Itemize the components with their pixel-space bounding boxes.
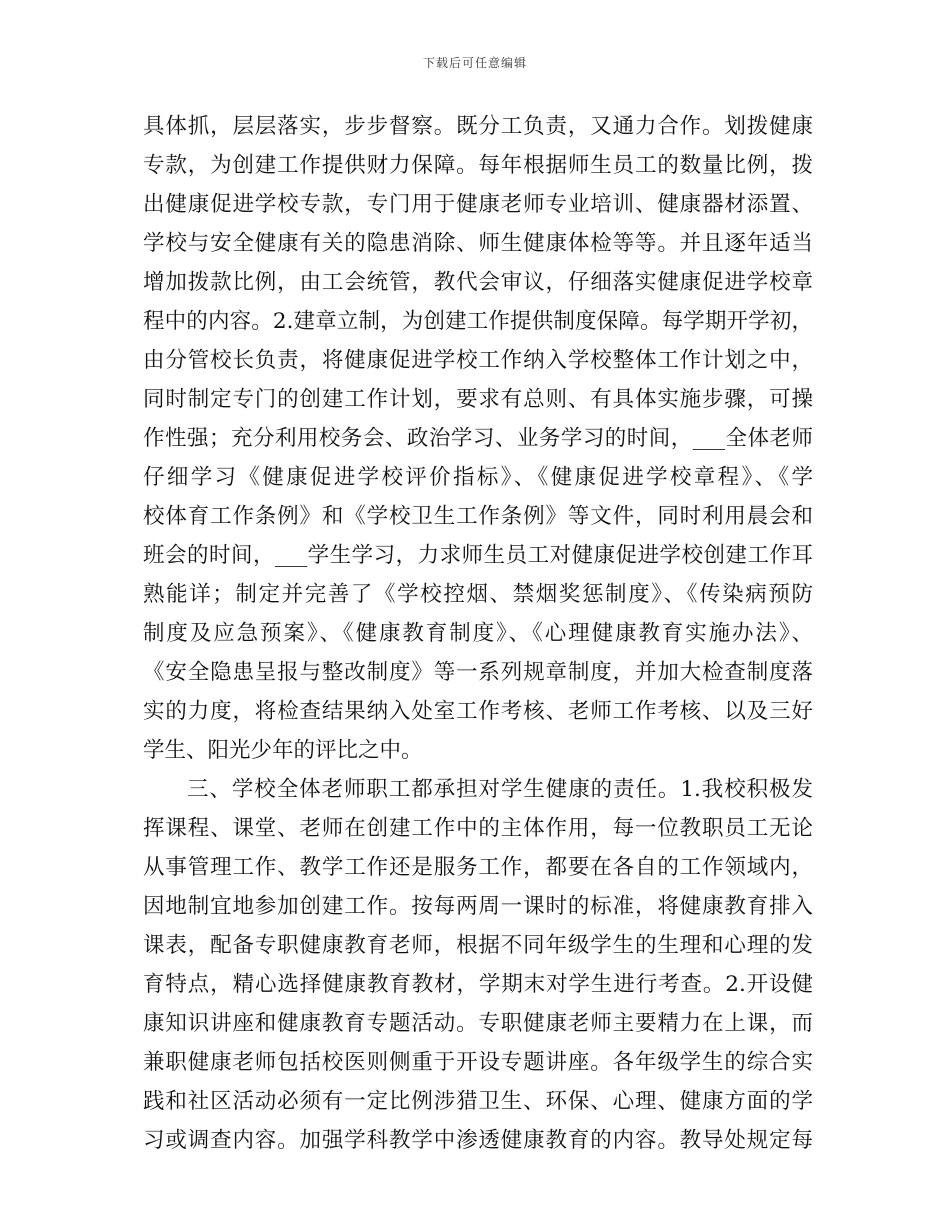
text-line: 仔细学习《健康促进学校评价指标》、《健康促进学校章程》、《学 xyxy=(143,465,813,490)
text-line: 作性强；充分利用校务会、政治学习、业务学习的时间，___全体老师 xyxy=(143,426,813,451)
text-line: 从事管理工作、教学工作还是服务工作，都要在各自的工作领域内， xyxy=(143,855,813,880)
text-line: 课表，配备专职健康教育老师，根据不同年级学生的生理和心理的发 xyxy=(143,933,813,958)
text-line: 具体抓，层层落实，步步督察。既分工负责，又通力合作。划拨健康 xyxy=(143,114,813,139)
text-line: 学生、阳光少年的评比之中。 xyxy=(143,738,423,763)
text-line: 康知识讲座和健康教育专题活动。专职健康老师主要精力在上课，而 xyxy=(143,1011,813,1036)
text-line: 习或调查内容。加强学科教学中渗透健康教育的内容。教导处规定每 xyxy=(143,1128,813,1153)
text-line: 挥课程、课堂、老师在创建工作中的主体作用，每一位教职员工无论 xyxy=(143,816,813,841)
document-body xyxy=(143,107,813,1160)
text-line: 制度及应急预案》、《健康教育制度》、《心理健康教育实施办法》、 xyxy=(143,621,813,646)
text-line: 由分管校长负责，将健康促进学校工作纳入学校整体工作计划之中， xyxy=(143,348,813,373)
text-line: 程中的内容。2.建章立制，为创建工作提供制度保障。每学期开学初， xyxy=(143,309,813,334)
page-header: 下载后可任意编辑 xyxy=(422,56,527,70)
text-line: 熟能详；制定并完善了《学校控烟、禁烟奖惩制度》、《传染病预防 xyxy=(143,582,813,607)
paragraph-start-line: 三、学校全体老师职工都承担对学生健康的责任。1.我校积极发 xyxy=(187,777,813,802)
text-line: 兼职健康老师包括校医则侧重于开设专题讲座。各年级学生的综合实 xyxy=(143,1050,813,1075)
text-line: 《安全隐患呈报与整改制度》等一系列规章制度，并加大检查制度落 xyxy=(143,660,813,685)
text-line: 学校与安全健康有关的隐患消除、师生健康体检等等。并且逐年适当 xyxy=(143,231,813,256)
text-line: 践和社区活动必须有一定比例涉猎卫生、环保、心理、健康方面的学 xyxy=(143,1089,813,1114)
text-line: 出健康促进学校专款，专门用于健康老师专业培训、健康器材添置、 xyxy=(143,192,813,217)
text-line: 因地制宜地参加创建工作。按每两周一课时的标准，将健康教育排入 xyxy=(143,894,813,919)
text-line: 专款，为创建工作提供财力保障。每年根据师生员工的数量比例，拨 xyxy=(143,153,813,178)
text-line: 实的力度，将检查结果纳入处室工作考核、老师工作考核、以及三好 xyxy=(143,699,813,724)
text-line: 增加拨款比例，由工会统管，教代会审议，仔细落实健康促进学校章 xyxy=(143,270,813,295)
text-line: 校体育工作条例》和《学校卫生工作条例》等文件，同时利用晨会和 xyxy=(143,504,813,529)
text-line: 班会的时间，___学生学习，力求师生员工对健康促进学校创建工作耳 xyxy=(143,543,813,568)
text-line: 同时制定专门的创建工作计划，要求有总则、有具体实施步骤，可操 xyxy=(143,387,813,412)
text-line: 育特点，精心选择健康教育教材，学期末对学生进行考查。2.开设健 xyxy=(143,972,813,997)
